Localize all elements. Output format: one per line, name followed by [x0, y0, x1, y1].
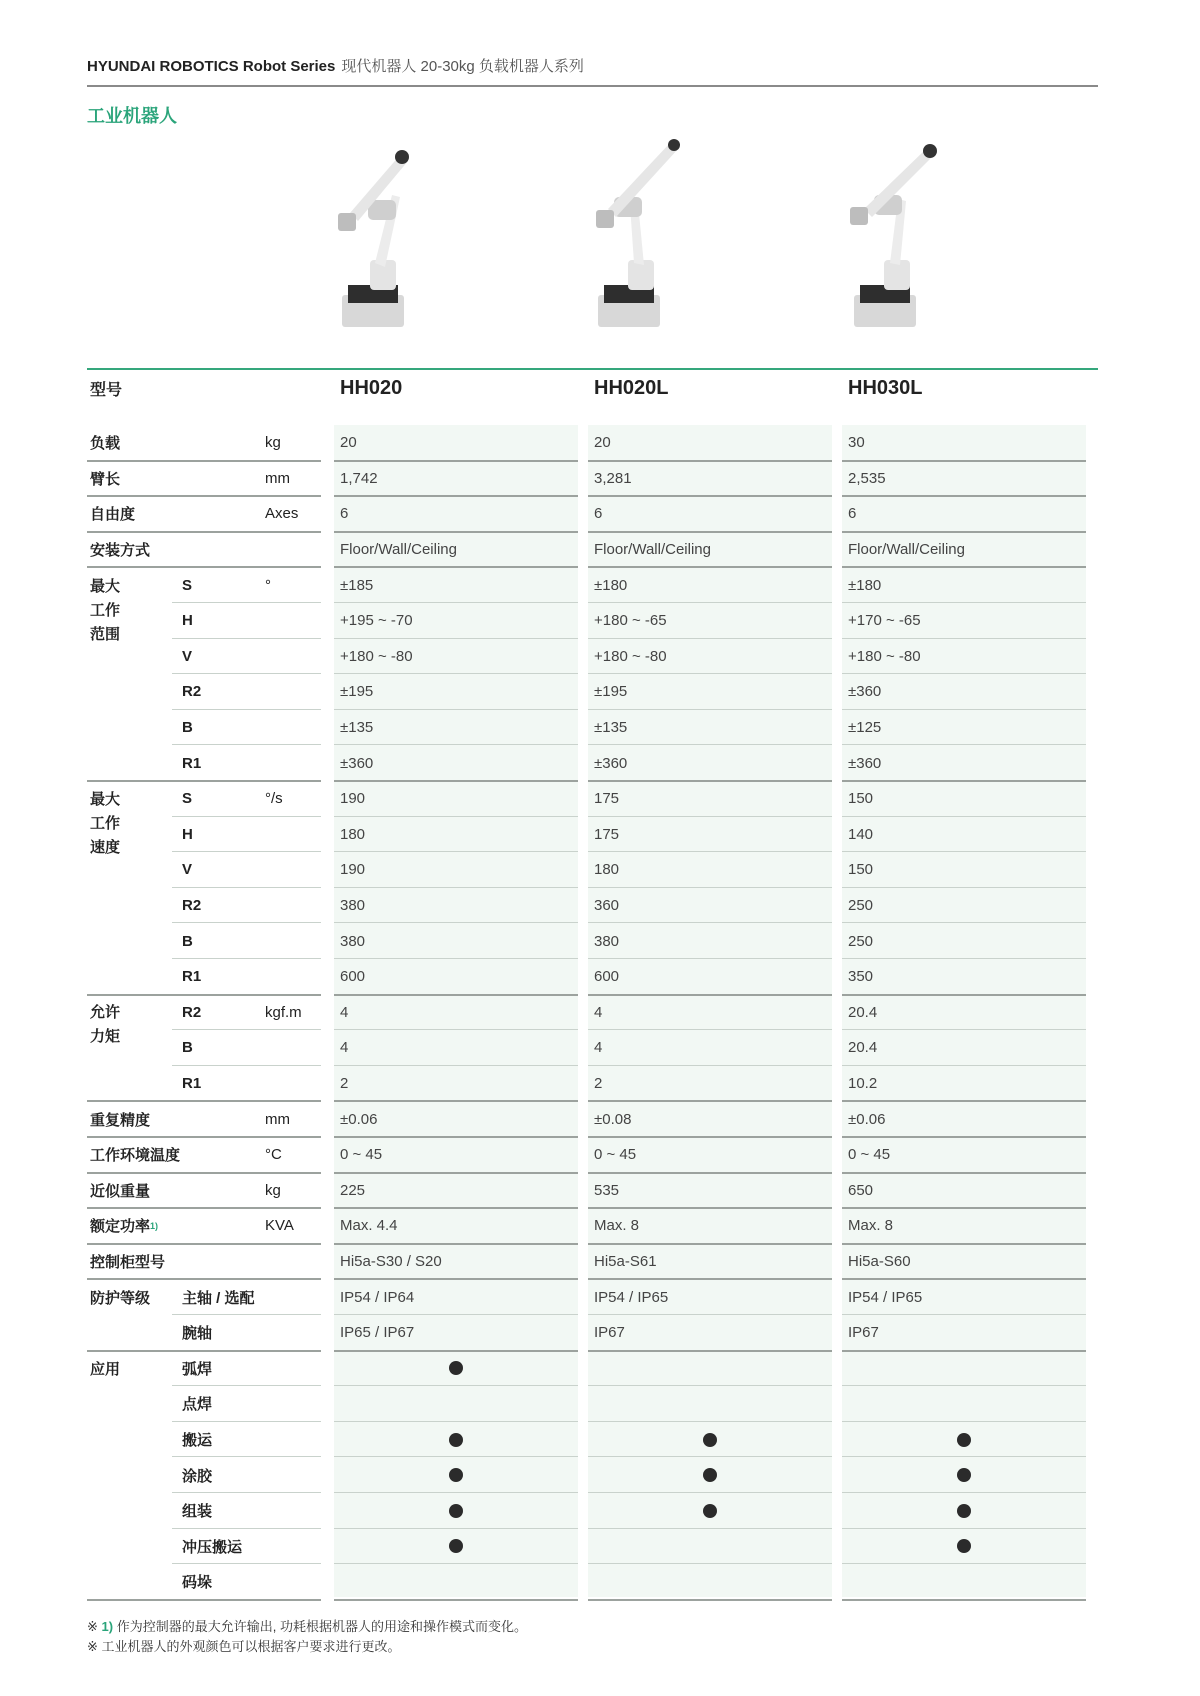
header-subtitle: 现代机器人 20-30kg 负载机器人系列: [341, 58, 584, 75]
spec-label: 额定功率 1): [90, 1218, 159, 1236]
app-name: 点焊: [182, 1396, 213, 1414]
spec-value: 650: [848, 1181, 874, 1199]
header-divider: [87, 85, 1098, 87]
model-name-hh020l: HH020L: [594, 377, 669, 399]
spec-row: [87, 1208, 1098, 1244]
spec-row: [87, 461, 1098, 497]
spec-unit: °: [265, 576, 271, 594]
spec-row: [87, 852, 1098, 888]
spec-axis: 主轴 / 选配: [182, 1289, 255, 1307]
spec-value: 0 ~ 45: [594, 1146, 637, 1164]
spec-value: 190: [340, 861, 366, 879]
spec-label: 防护等级: [90, 1289, 151, 1307]
robot-image-hh020: [330, 135, 440, 345]
spec-value: ±195: [340, 683, 374, 701]
spec-row: [87, 1173, 1098, 1209]
spec-row: [87, 1244, 1098, 1280]
spec-value: Hi5a-S30 / S20: [340, 1253, 442, 1271]
spec-value: +180 ~ -80: [340, 647, 413, 665]
app-row: [87, 1351, 1098, 1387]
spec-row: [87, 425, 1098, 461]
check-dot-icon: [703, 1433, 717, 1447]
spec-value: Floor/Wall/Ceiling: [848, 541, 965, 559]
group-label-moment: 允许 力矩: [90, 1004, 121, 1045]
spec-axis: R2: [182, 897, 202, 915]
spec-value: 175: [594, 790, 620, 808]
spec-value: ±180: [848, 576, 882, 594]
app-row: [87, 1457, 1098, 1493]
app-mark: [588, 1493, 832, 1529]
spec-value: ±0.06: [340, 1110, 378, 1128]
spec-value: 2: [340, 1075, 349, 1093]
spec-row: [87, 674, 1098, 710]
spec-value: 3,281: [594, 469, 632, 487]
model-name-hh020: HH020: [340, 377, 403, 399]
row-rule: [588, 1599, 832, 1601]
spec-row: [87, 959, 1098, 995]
robot-image-hh020l: [586, 135, 696, 345]
app-mark: [334, 1422, 578, 1458]
check-dot-icon: [957, 1433, 971, 1447]
spec-value: 380: [340, 897, 366, 915]
spec-axis: V: [182, 861, 193, 879]
check-dot-icon: [449, 1361, 463, 1375]
spec-value: 1,742: [340, 469, 378, 487]
spec-unit: mm: [265, 469, 290, 487]
spec-axis: S: [182, 790, 193, 808]
spec-row: [87, 923, 1098, 959]
spec-unit: kg: [265, 1181, 281, 1199]
spec-row: [87, 603, 1098, 639]
spec-row: [87, 1279, 1098, 1315]
row-rule: [842, 1599, 1086, 1601]
spec-value: 175: [594, 825, 620, 843]
spec-value: IP54 / IP65: [848, 1288, 923, 1306]
spec-unit: kgf.m: [265, 1003, 302, 1021]
spec-value: 360: [594, 897, 620, 915]
spec-value: ±125: [848, 719, 882, 737]
spec-axis: B: [182, 932, 193, 950]
spec-value: +195 ~ -70: [340, 612, 413, 630]
spec-value: ±195: [594, 683, 628, 701]
spec-value: ±0.08: [594, 1110, 632, 1128]
spec-value: 20: [594, 434, 611, 452]
spec-unit: °C: [265, 1146, 282, 1164]
page-header: [87, 55, 584, 76]
app-name: 搬运: [182, 1432, 213, 1450]
app-label: 应用: [90, 1360, 121, 1378]
spec-value: 2,535: [848, 469, 886, 487]
spec-row: [87, 1315, 1098, 1351]
spec-axis: V: [182, 647, 193, 665]
spec-axis: B: [182, 719, 193, 737]
spec-row: [87, 639, 1098, 675]
spec-value: ±135: [340, 719, 374, 737]
spec-unit: °/s: [265, 790, 283, 808]
spec-label: 控制柜型号: [90, 1254, 166, 1272]
spec-row: [87, 995, 1098, 1031]
spec-value: IP65 / IP67: [340, 1324, 415, 1342]
spec-value: Hi5a-S60: [848, 1253, 911, 1271]
spec-value: ±360: [848, 683, 882, 701]
spec-value: ±185: [340, 576, 374, 594]
spec-value: 30: [848, 434, 865, 452]
app-row: [87, 1564, 1098, 1600]
app-mark: [334, 1351, 578, 1387]
spec-value: 600: [340, 968, 366, 986]
section-title: 工业机器人: [87, 106, 177, 126]
spec-value: IP54 / IP65: [594, 1288, 669, 1306]
check-dot-icon: [957, 1504, 971, 1518]
spec-value: 6: [848, 505, 857, 523]
spec-value: 380: [594, 932, 620, 950]
spec-value: Floor/Wall/Ceiling: [594, 541, 711, 559]
spec-value: IP67: [848, 1324, 879, 1342]
spec-value: 180: [594, 861, 620, 879]
spec-label: 近似重量: [90, 1182, 151, 1200]
spec-value: 4: [594, 1003, 603, 1021]
spec-value: 140: [848, 825, 874, 843]
spec-row: [87, 496, 1098, 532]
app-row: [87, 1529, 1098, 1565]
check-dot-icon: [703, 1504, 717, 1518]
spec-value: 180: [340, 825, 366, 843]
spec-row: [87, 567, 1098, 603]
footnote-1: ※ 1) 作为控制器的最大允许输出, 功耗根据机器人的用途和操作模式而变化。: [87, 1619, 527, 1634]
check-dot-icon: [449, 1468, 463, 1482]
spec-value: +180 ~ -65: [594, 612, 667, 630]
spec-row: [87, 532, 1098, 568]
spec-axis: 腕轴: [182, 1325, 213, 1343]
spec-value: Max. 4.4: [340, 1217, 398, 1235]
spec-row: [87, 781, 1098, 817]
check-dot-icon: [703, 1468, 717, 1482]
spec-value: Hi5a-S61: [594, 1253, 657, 1271]
header-brand: HYUNDAI ROBOTICS Robot Series: [87, 58, 336, 75]
spec-row: [87, 1101, 1098, 1137]
row-rule: [87, 1599, 321, 1601]
spec-value: Floor/Wall/Ceiling: [340, 541, 457, 559]
spec-value: 20: [340, 434, 357, 452]
app-mark: [842, 1529, 1086, 1565]
spec-value: 4: [340, 1039, 349, 1057]
spec-value: 6: [594, 505, 603, 523]
spec-value: ±360: [340, 754, 374, 772]
row-rule: [334, 1599, 578, 1601]
spec-value: 20.4: [848, 1039, 878, 1057]
app-mark: [588, 1457, 832, 1493]
check-dot-icon: [449, 1504, 463, 1518]
app-name: 组装: [182, 1503, 213, 1521]
spec-label: 工作环境温度: [90, 1147, 181, 1165]
app-name: 冲压搬运: [182, 1538, 243, 1556]
app-mark: [842, 1422, 1086, 1458]
app-row: [87, 1422, 1098, 1458]
check-dot-icon: [449, 1539, 463, 1553]
spec-value: Max. 8: [594, 1217, 640, 1235]
spec-value: 4: [594, 1039, 603, 1057]
spec-unit: mm: [265, 1110, 290, 1128]
spec-row: [87, 1137, 1098, 1173]
spec-value: 0 ~ 45: [340, 1146, 383, 1164]
spec-unit: kg: [265, 434, 281, 452]
spec-label: 负载: [90, 435, 121, 453]
check-dot-icon: [449, 1433, 463, 1447]
model-label: 型号: [90, 382, 123, 399]
spec-axis: R1: [182, 968, 202, 986]
spec-value: 600: [594, 968, 620, 986]
spec-axis: R1: [182, 1075, 202, 1093]
spec-axis: R2: [182, 1003, 202, 1021]
spec-label: 重复精度: [90, 1111, 151, 1129]
spec-value: Max. 8: [848, 1217, 894, 1235]
spec-value: ±360: [848, 754, 882, 772]
app-mark: [334, 1529, 578, 1565]
spec-value: +170 ~ -65: [848, 612, 921, 630]
spec-value: 150: [848, 790, 874, 808]
spec-axis: H: [182, 612, 193, 630]
check-dot-icon: [957, 1468, 971, 1482]
table-top-rule: [87, 368, 1098, 370]
spec-value: ±135: [594, 719, 628, 737]
app-mark: [842, 1457, 1086, 1493]
spec-row: [87, 710, 1098, 746]
spec-label: 臂长: [90, 470, 121, 488]
spec-label: 安装方式: [90, 542, 151, 560]
app-mark: [334, 1493, 578, 1529]
spec-value: 380: [340, 932, 366, 950]
app-row: [87, 1386, 1098, 1422]
app-mark: [842, 1493, 1086, 1529]
spec-axis: B: [182, 1039, 193, 1057]
spec-value: 190: [340, 790, 366, 808]
spec-unit: KVA: [265, 1217, 294, 1235]
spec-value: ±0.06: [848, 1110, 886, 1128]
model-name-hh030l: HH030L: [848, 377, 923, 399]
app-mark: [588, 1422, 832, 1458]
spec-axis: H: [182, 825, 193, 843]
app-row: [87, 1493, 1098, 1529]
spec-value: 225: [340, 1181, 366, 1199]
spec-value: IP54 / IP64: [340, 1288, 415, 1306]
spec-value: 4: [340, 1003, 349, 1021]
app-name: 涂胶: [182, 1467, 213, 1485]
spec-row: [87, 1030, 1098, 1066]
spec-row: [87, 817, 1098, 853]
spec-value: ±360: [594, 754, 628, 772]
spec-value: IP67: [594, 1324, 625, 1342]
spec-axis: R1: [182, 754, 202, 772]
spec-value: +180 ~ -80: [848, 647, 921, 665]
spec-row: [87, 1066, 1098, 1102]
spec-value: 20.4: [848, 1003, 878, 1021]
spec-value: 535: [594, 1181, 620, 1199]
spec-label: 自由度: [90, 506, 136, 524]
robot-image-hh030l: [842, 135, 952, 345]
spec-value: 10.2: [848, 1075, 878, 1093]
spec-row: [87, 888, 1098, 924]
spec-value: 2: [594, 1075, 603, 1093]
spec-row: [87, 745, 1098, 781]
app-mark: [334, 1457, 578, 1493]
spec-value: 250: [848, 897, 874, 915]
app-name: 弧焊: [182, 1360, 213, 1378]
spec-value: 250: [848, 932, 874, 950]
spec-axis: S: [182, 576, 193, 594]
spec-axis: R2: [182, 683, 202, 701]
spec-value: 6: [340, 505, 349, 523]
spec-unit: Axes: [265, 505, 299, 523]
spec-value: 350: [848, 968, 874, 986]
spec-value: ±180: [594, 576, 628, 594]
group-label-speed: 最大 工作 速度: [90, 791, 121, 856]
spec-value: +180 ~ -80: [594, 647, 667, 665]
spec-value: 0 ~ 45: [848, 1146, 891, 1164]
spec-value: 150: [848, 861, 874, 879]
app-name: 码垛: [182, 1574, 213, 1592]
group-label-range: 最大 工作 范围: [90, 578, 121, 643]
footnote-2: ※ 工业机器人的外观颜色可以根据客户要求进行更改。: [87, 1639, 401, 1654]
check-dot-icon: [957, 1539, 971, 1553]
